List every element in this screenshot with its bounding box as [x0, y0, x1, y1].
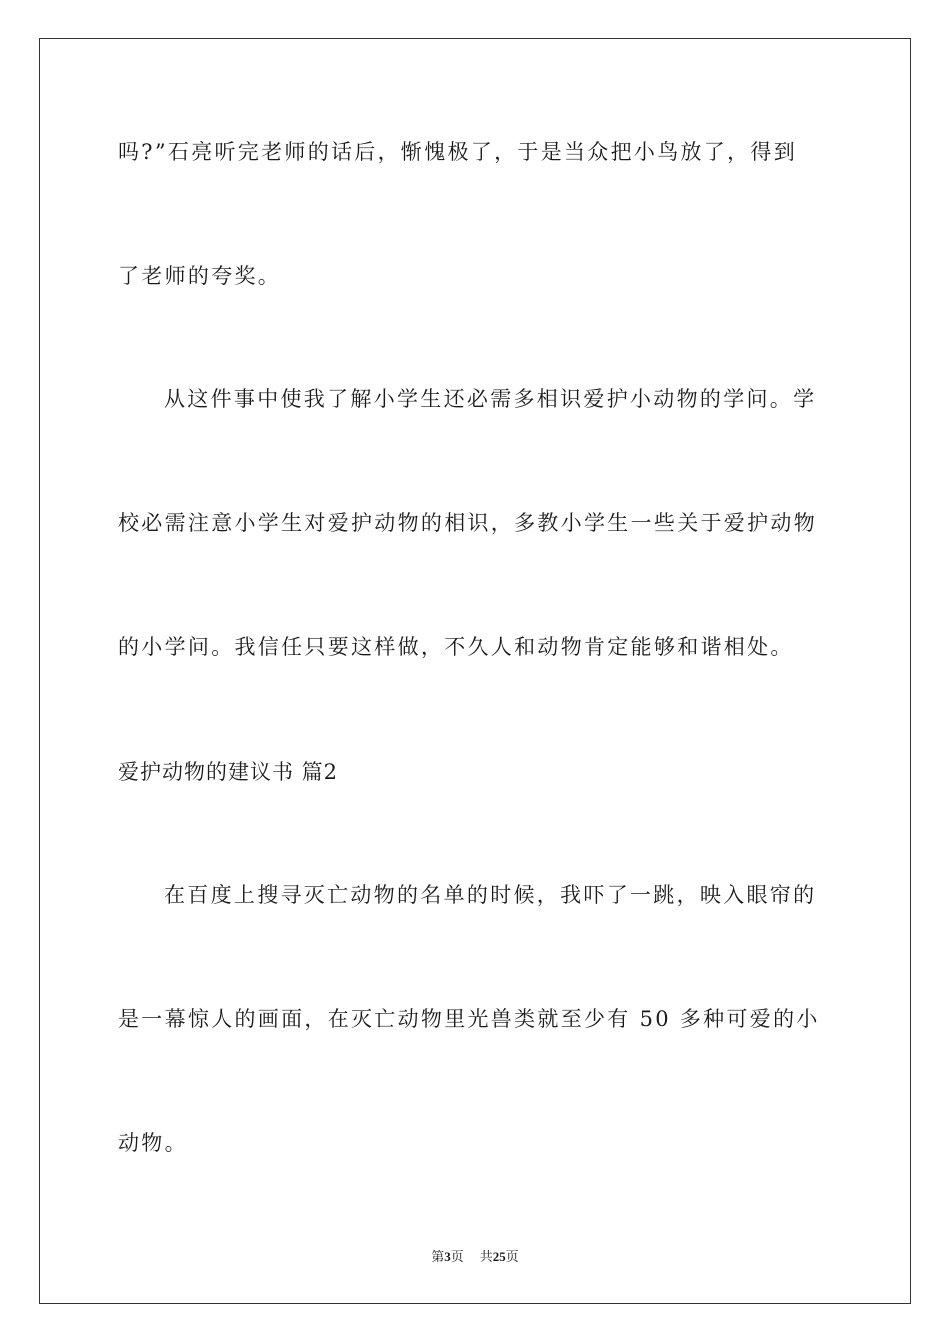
text-line-8: 是一幕惊人的画面，在灭亡动物里光兽类就至少有 50 多种可爱的小 — [118, 1007, 820, 1031]
text-line-4: 校必需注意小学生对爱护动物的相识，多教小学生一些关于爱护动物 — [118, 511, 817, 535]
page-suffix: 页 — [450, 1249, 464, 1264]
text-line-9: 动物。 — [118, 1131, 188, 1155]
total-suffix: 页 — [505, 1249, 519, 1264]
page-frame — [39, 38, 911, 1304]
page-footer — [0, 1248, 950, 1266]
text-line-1: 吗?”石亮听完老师的话后，惭愧极了，于是当众把小鸟放了，得到 — [118, 140, 797, 164]
text-line-3: 从这件事中使我了解小学生还必需多相识爱护小动物的学问。学 — [164, 387, 817, 411]
page-number: 3 — [444, 1249, 451, 1264]
section-heading: 爱护动物的建议书 篇2 — [118, 760, 339, 784]
page-prefix: 第 — [431, 1249, 445, 1264]
text-line-2: 了老师的夸奖。 — [118, 264, 282, 288]
total-prefix: 共 — [479, 1249, 493, 1264]
text-line-5: 的小学问。我信任只要这样做，不久人和动物肯定能够和谐相处。 — [118, 635, 794, 659]
total-pages: 25 — [492, 1249, 506, 1264]
text-line-7: 在百度上搜寻灭亡动物的名单的时候，我吓了一跳，映入眼帘的 — [164, 883, 817, 907]
